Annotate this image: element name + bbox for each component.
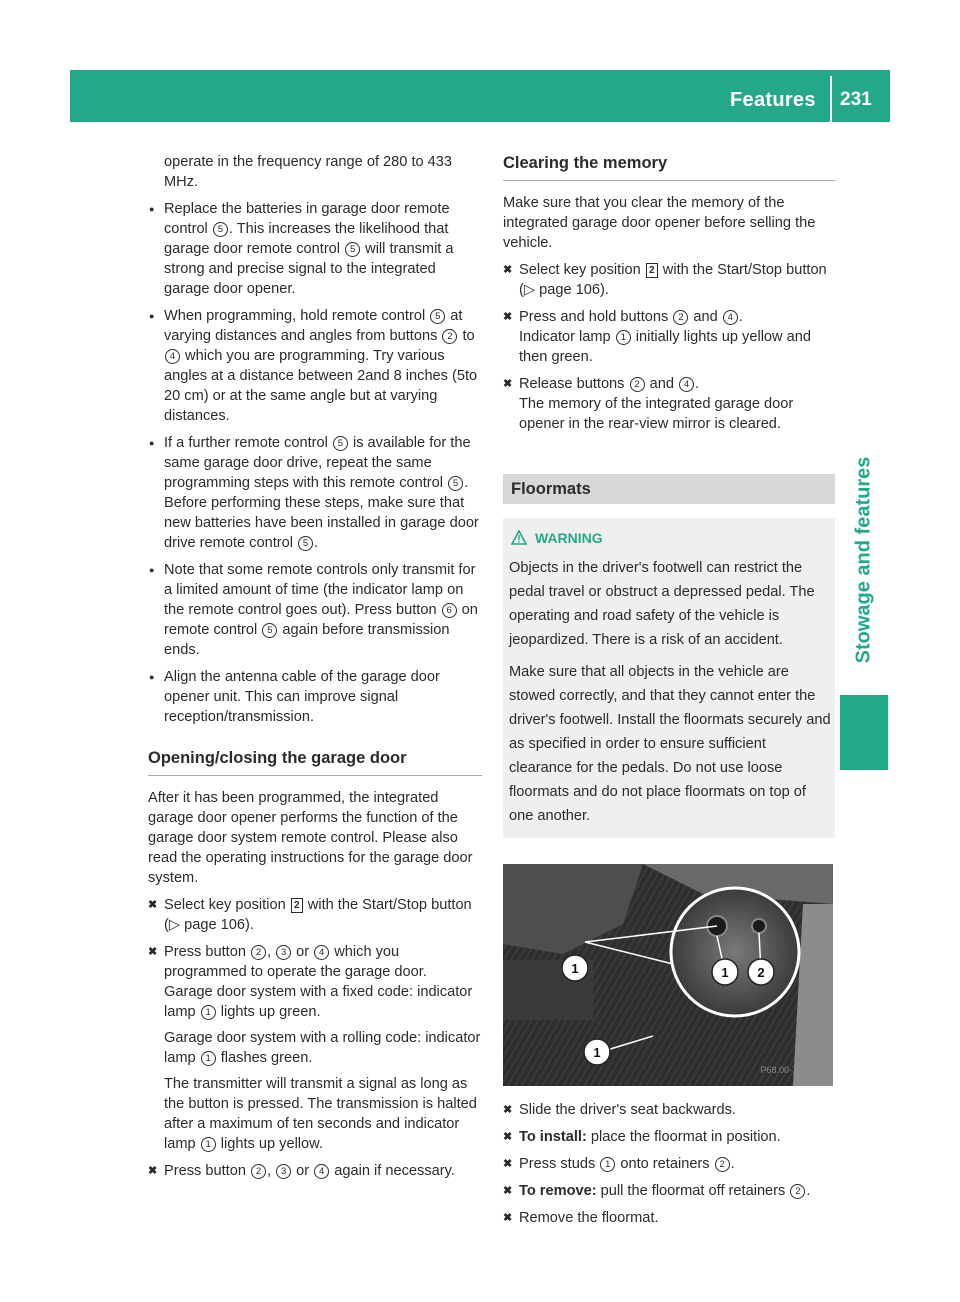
callout-4: 4 xyxy=(314,1164,329,1179)
floor-step-slide-seat xyxy=(503,1100,835,1120)
side-tab xyxy=(838,430,890,690)
warning-text-1: Objects in the driver's footwell can restrict the pedal travel or obstruct a depressed pedal. The operating and road safety of the vehicle is jeopardized. There is a risk of an accident. xyxy=(509,560,815,648)
floor-step-remove-mat xyxy=(503,1208,835,1228)
bullet-text: When programming, hold remote control xyxy=(164,308,430,324)
bullet-text: . This increases the likelihood that garage door remote control xyxy=(164,221,449,257)
step-select-key xyxy=(148,895,482,935)
clear-result: The memory of the integrated garage door opener in the rear-view mirror is cleared. xyxy=(519,396,794,432)
page-reference-link[interactable]: ▷ page 106 xyxy=(523,282,601,298)
note-text: Garage door system with a rolling code: indicator lamp xyxy=(164,1030,481,1066)
callout-4: 4 xyxy=(679,377,694,392)
bullet-text: at varying distances and angles from buttons xyxy=(164,308,463,344)
callout-2: 2 xyxy=(630,377,645,392)
step-text: . xyxy=(695,376,700,392)
step-press-again xyxy=(148,1161,482,1181)
clear-step-release xyxy=(503,374,835,434)
photo-code: P68.00-7263-31 xyxy=(760,1065,825,1075)
callout-1: 1 xyxy=(201,1137,216,1152)
callout-2: 2 xyxy=(251,945,266,960)
step-text: . xyxy=(730,1156,735,1172)
step-text: Slide the driver's seat backwards. xyxy=(519,1102,736,1118)
step-text: Remove the floormat. xyxy=(519,1210,659,1226)
step-text: pull the floormat off retainers xyxy=(596,1183,790,1199)
step-text: Press and hold buttons xyxy=(519,309,673,325)
step-text: Release buttons xyxy=(519,376,629,392)
floormats-heading: Floormats xyxy=(503,474,835,504)
svg-text:2: 2 xyxy=(757,965,765,980)
callout-1: 1 xyxy=(201,1005,216,1020)
bullet-item xyxy=(148,667,482,727)
note-text: Indicator lamp xyxy=(519,329,615,345)
callout-5: 5 xyxy=(262,623,277,638)
rolling-code-note xyxy=(164,1028,482,1068)
bullet-text: to xyxy=(458,328,475,344)
bullet-text: which you are programming. Try various angles at a distance between 2and 8 inches (5to 20 cm) or at the same angle but at varying distances. xyxy=(164,348,478,424)
section-title: Features xyxy=(730,89,816,111)
bullet-text: is available for the same garage door drive, repeat the same programming steps with this remote control xyxy=(164,435,471,491)
bullet-text: Align the antenna cable of the garage door opener unit. This can improve signal reception/transmission. xyxy=(164,669,440,725)
bullet-text: . Before performing these steps, make sure that new batteries have been installed in garage door drive remote control xyxy=(164,475,479,551)
step-text: and xyxy=(689,309,722,325)
bullet-text: Replace the batteries in garage door remote control xyxy=(164,201,450,237)
step-text: and xyxy=(645,376,678,392)
note-text: lights up green. xyxy=(216,1004,321,1020)
note-text: initially lights up yellow and then green. xyxy=(519,329,811,365)
step-text: with the Start/Stop button ( xyxy=(519,262,827,298)
photo-callout-1c xyxy=(584,1039,610,1065)
page-reference-link[interactable]: ▷ page 106 xyxy=(168,917,246,933)
bullet-text: . xyxy=(314,535,319,551)
callout-5: 5 xyxy=(333,436,348,451)
step-text: which you programmed to operate the garage door. xyxy=(164,944,427,980)
callout-2: 2 xyxy=(673,310,688,325)
heading-rule xyxy=(503,180,835,181)
step-label: To install: xyxy=(519,1129,587,1145)
svg-text:1: 1 xyxy=(593,1045,601,1060)
note-text: lights up yellow. xyxy=(216,1136,323,1152)
floor-step-remove xyxy=(503,1181,835,1201)
warning-label: WARNING xyxy=(535,530,603,546)
step-text: Press studs xyxy=(519,1156,600,1172)
callout-1: 1 xyxy=(600,1157,615,1172)
step-text: . xyxy=(738,309,743,325)
bullet-item xyxy=(148,306,482,426)
step-label: To remove: xyxy=(519,1183,597,1199)
step-text: Press button xyxy=(164,1163,250,1179)
svg-text:1: 1 xyxy=(721,965,729,980)
opening-intro: After it has been programmed, the integrated garage door opener performs the function of the garage door system remote control. Please also read the operating instructions for the garage door system. xyxy=(148,790,473,886)
callout-1: 1 xyxy=(201,1051,216,1066)
photo-callout-1a xyxy=(562,955,588,981)
step-text: again if necessary. xyxy=(330,1163,455,1179)
warning-header xyxy=(509,528,831,548)
bullet-list xyxy=(148,199,482,727)
bullet-text: will transmit a strong and precise signal to the integrated garage door opener. xyxy=(164,241,454,297)
right-column xyxy=(503,152,835,1235)
floor-step-install xyxy=(503,1127,835,1147)
intro-text: operate in the frequency range of 280 to 433 MHz. xyxy=(164,154,453,190)
step-text: with the Start/Stop button ( xyxy=(164,897,472,933)
bullet-item xyxy=(148,560,482,660)
clear-step-select-key xyxy=(503,260,835,300)
page-number: 231 xyxy=(840,89,872,110)
svg-text:1: 1 xyxy=(571,961,579,976)
side-tab-label: Stowage and features xyxy=(852,456,875,664)
step-text: Select key position xyxy=(519,262,645,278)
callout-5: 5 xyxy=(213,222,228,237)
header-separator xyxy=(830,76,832,122)
bullet-text: Note that some remote controls only transmit for a limited amount of time (the indicator lamp on the remote control goes out). Press button xyxy=(164,562,476,618)
callout-4: 4 xyxy=(314,945,329,960)
photo-callout-1b xyxy=(712,959,738,985)
heading-rule xyxy=(148,775,482,776)
callout-4: 4 xyxy=(165,349,180,364)
callout-5: 5 xyxy=(448,476,463,491)
warning-text-2: Make sure that all objects in the vehicle are stowed correctly, and that they cannot enter the driver's footwell. Install the floormats securely and as specified in order to ensure sufficient clearance for the pedals. Do not use loose floormats and do not place floormats on top of one another. xyxy=(509,664,831,824)
header-bar xyxy=(70,70,890,122)
side-tab-marker xyxy=(840,695,888,770)
step-text: Select key position xyxy=(164,897,290,913)
opening-heading: Opening/closing the garage door xyxy=(148,749,407,767)
warning-panel xyxy=(503,518,835,838)
photo-callout-2 xyxy=(748,959,774,985)
step-text: , xyxy=(267,1163,276,1179)
step-text: Press button xyxy=(164,944,250,960)
transmit-note xyxy=(164,1074,482,1154)
step-text: ). xyxy=(600,282,609,298)
bullet-item xyxy=(148,433,482,553)
callout-5: 5 xyxy=(345,242,360,257)
step-text: onto retainers xyxy=(616,1156,714,1172)
left-column xyxy=(148,152,482,1188)
callout-2: 2 xyxy=(715,1157,730,1172)
fixed-code-note xyxy=(164,982,482,1022)
callout-6: 6 xyxy=(442,603,457,618)
clearing-heading: Clearing the memory xyxy=(503,154,668,172)
step-text: or xyxy=(292,944,314,960)
bullet-text: on remote control xyxy=(164,602,478,638)
clearing-intro: Make sure that you clear the memory of the integrated garage door opener before selling the vehicle. xyxy=(503,195,816,251)
clear-step-hold xyxy=(503,307,835,367)
floormat-photo xyxy=(503,864,833,1086)
step-text: ). xyxy=(245,917,254,933)
step-text: . xyxy=(806,1183,811,1199)
callout-5: 5 xyxy=(298,536,313,551)
bullet-item xyxy=(148,199,482,299)
step-text: place the floormat in position. xyxy=(586,1129,781,1145)
callout-2: 2 xyxy=(251,1164,266,1179)
step-text: , xyxy=(267,944,276,960)
callout-3: 3 xyxy=(276,945,291,960)
floor-step-press-studs xyxy=(503,1154,835,1174)
bullet-text: If a further remote control xyxy=(164,435,332,451)
step-text: or xyxy=(292,1163,314,1179)
callout-4: 4 xyxy=(723,310,738,325)
warning-triangle-icon xyxy=(511,530,527,545)
callout-3: 3 xyxy=(276,1164,291,1179)
key-position-icon: 2 xyxy=(646,263,658,278)
note-text: The transmitter will transmit a signal as long as the button is pressed. The transmission is halted after a maximum of ten seconds and indicator lamp xyxy=(164,1076,477,1152)
note-text: Garage door system with a fixed code: indicator lamp xyxy=(164,984,473,1020)
step-press-button xyxy=(148,942,482,1154)
callout-1: 1 xyxy=(616,330,631,345)
lamp-note xyxy=(519,327,835,367)
note-text: flashes green. xyxy=(216,1050,313,1066)
callout-2: 2 xyxy=(790,1184,805,1199)
key-position-icon: 2 xyxy=(291,898,303,913)
callout-5: 5 xyxy=(430,309,445,324)
floormat-illustration xyxy=(503,864,833,1086)
callout-2: 2 xyxy=(442,329,457,344)
bullet-text: again before transmission ends. xyxy=(164,622,450,658)
